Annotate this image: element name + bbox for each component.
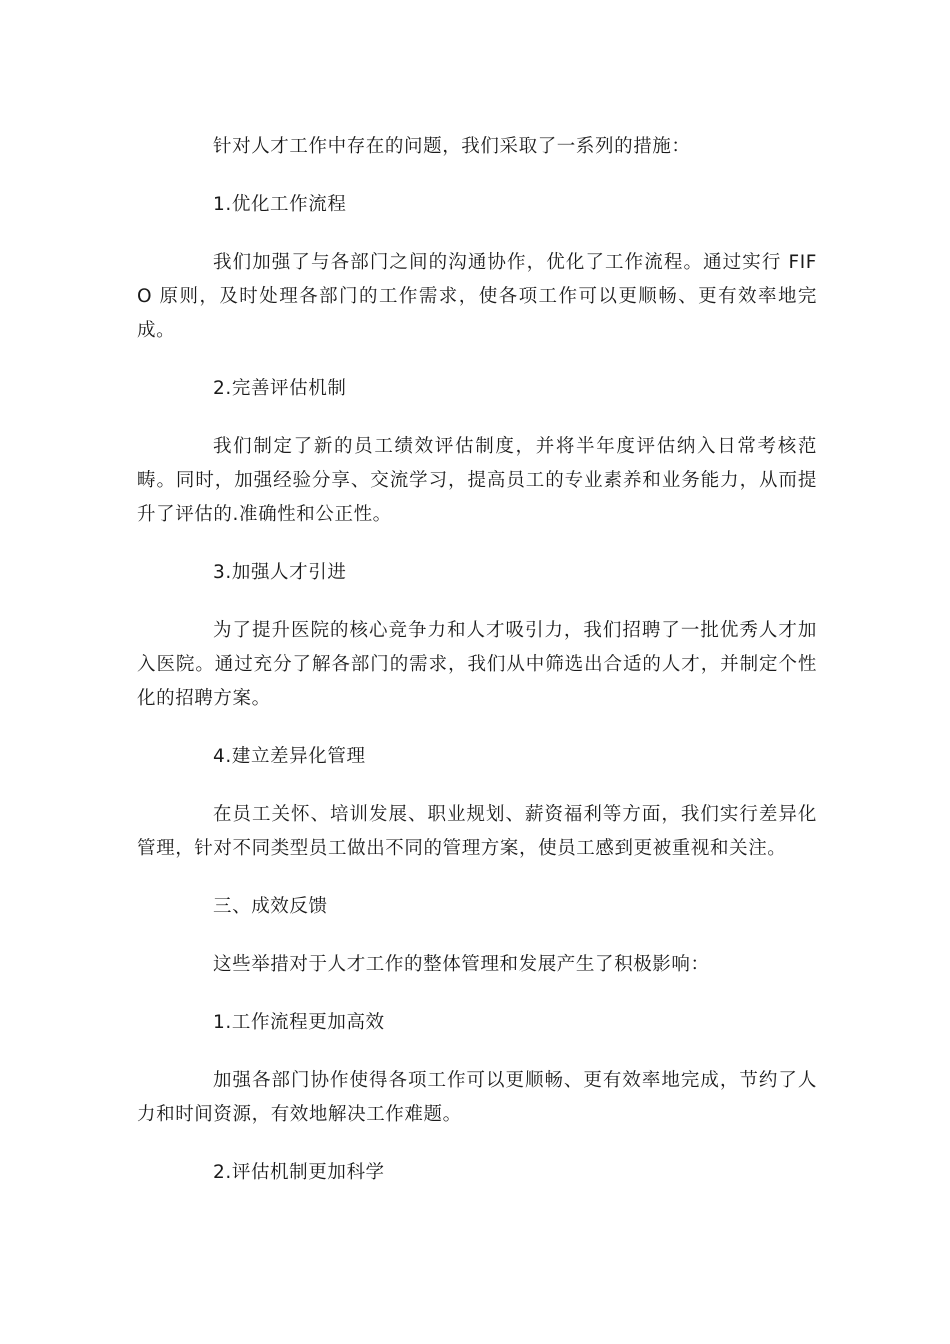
measure-heading-3: 3.加强人才引进 [213,562,347,583]
measure-heading-1: 1.优化工作流程 [213,194,347,215]
results-intro-paragraph: 这些举措对于人才工作的整体管理和发展产生了积极影响： [213,954,710,975]
measure-paragraph-4: 在员工关怀、培训发展、职业规划、薪资福利等方面，我们实行差异化管理，针对不同类型员工做出不同的管理方案，使员工感到更被重视和关注。 [137,804,817,859]
measure-paragraph-2: 我们制定了新的员工绩效评估制度，并将半年度评估纳入日常考核范畴。同时，加强经验分享、交流学习，提高员工的专业素养和业务能力，从而提升了评估的.准确性和公正性。 [137,436,817,525]
section-heading-results: 三、成效反馈 [213,896,328,917]
measure-paragraph-1: 我们加强了与各部门之间的沟通协作，优化了工作流程。通过实行 FIFO 原则，及时处理各部门的工作需求，使各项工作可以更顺畅、更有效率地完成。 [137,252,817,341]
result-heading-2: 2.评估机制更加科学 [213,1162,385,1183]
measure-heading-4: 4.建立差异化管理 [213,746,366,767]
intro-paragraph: 针对人才工作中存在的问题，我们采取了一系列的措施： [213,136,691,157]
document-body [137,130,817,1214]
measure-heading-2: 2.完善评估机制 [213,378,347,399]
result-paragraph-1: 加强各部门协作使得各项工作可以更顺畅、更有效率地完成，节约了人力和时间资源，有效地解决工作难题。 [137,1070,817,1125]
result-heading-1: 1.工作流程更加高效 [213,1012,385,1033]
measure-paragraph-3: 为了提升医院的核心竞争力和人才吸引力，我们招聘了一批优秀人才加入医院。通过充分了解各部门的需求，我们从中筛选出合适的人才，并制定个性化的招聘方案。 [137,620,817,709]
